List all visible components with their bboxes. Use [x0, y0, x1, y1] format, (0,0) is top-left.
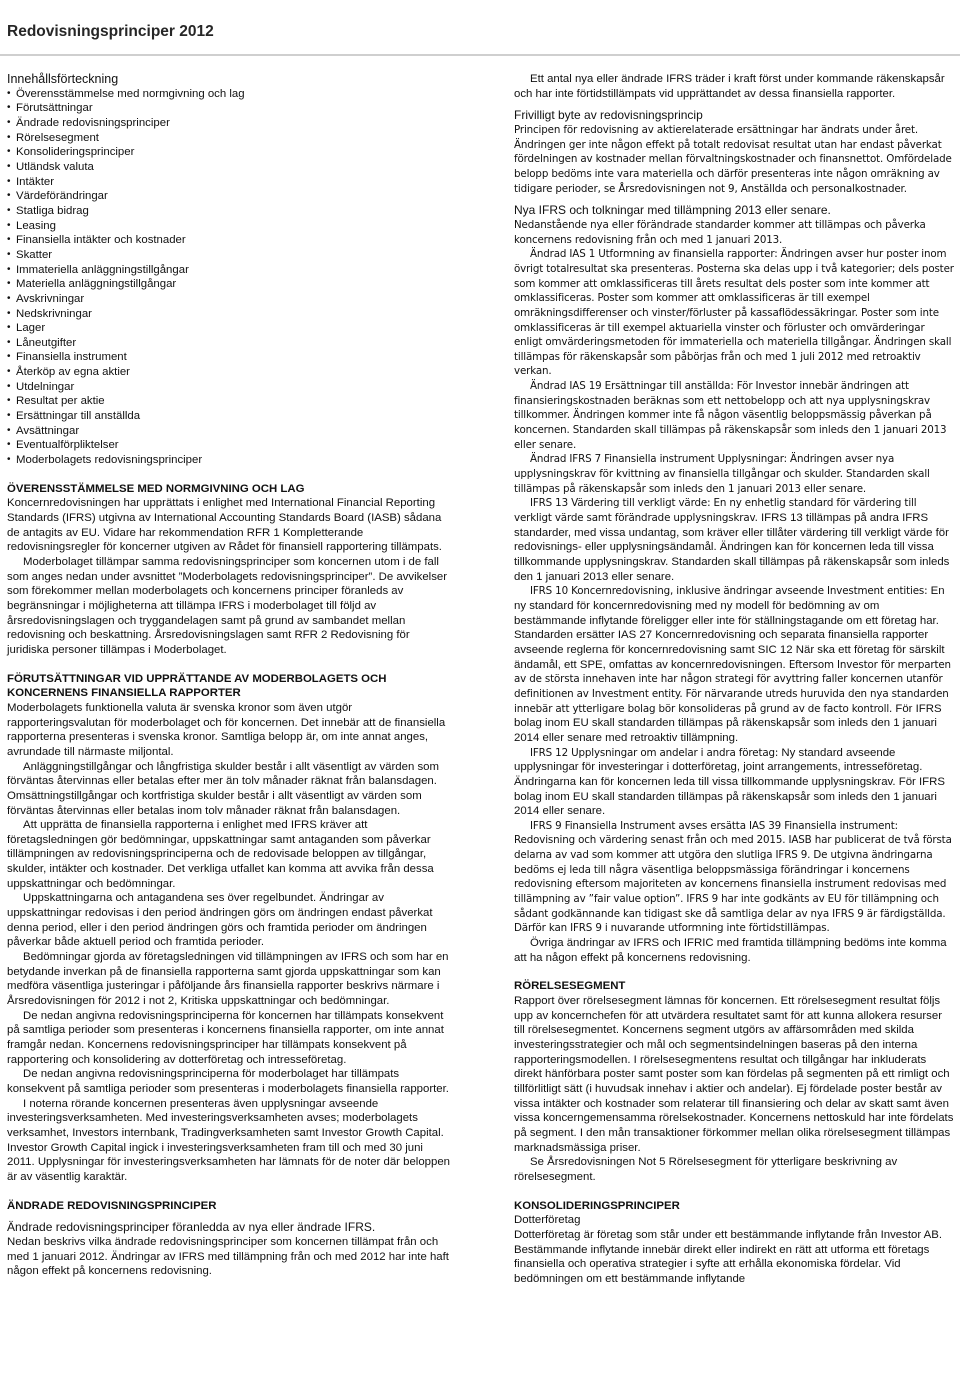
paragraph: De nedan angivna redovisningsprinciperna för moderbolaget har tillämpats konsekvent på samtliga perioder som presenteras i moderbolagets finansiella rapporter.: [7, 1068, 449, 1095]
paragraph: Principen för redovisning av aktierelaterade ersättningar har ändrats under året. Ändringen ger inte någon effekt på totalt redovisat resultat utan har endast påverkat fördelningen av kostnader mellan förvaltningskostnader och finansnettot. Omfördelade belopp bedöms inte vara materiella och därför presenteras inte någon omräkning av tidigare perioder, se Årsredovisningen not 9, Anställda och personalkostnader.: [514, 123, 952, 195]
table-of-contents: [7, 87, 453, 468]
text-span: IFRS 12 Upplysningar om andelar i andra företag:: [530, 746, 779, 759]
toc-item[interactable]: • Utdelningar: [7, 380, 453, 395]
toc-item[interactable]: • Materiella anläggningstillgångar: [7, 277, 453, 292]
text-span: Ny standard avseende upplysningar för investeringar i dotterföretag, joint arrangements, intresseföretag. Ändringarna kan för koncernen leda till vissa tillkommande upplysningskrav. För IFRS bolag inom EU skall standarden tillämpas på räkenskapsår som inleds den 1 januari 2014 eller senare.: [514, 746, 945, 818]
toc-item[interactable]: • Statliga bidrag: [7, 204, 453, 219]
paragraph: I noterna rörande koncernen presenteras även upplysningar avseende investeringsverksamheten. Med investeringsverksamheten avses; moderbolagets verksamhet, Investors internbank, Tradingverksamheten samt Investor Growth Capital. Investor Growth Capital ingick i investeringsverksamheten fram till och med 30 juni 2011. Upplysningar för investeringsverksamheten har lämnats för de noter där beloppen är av väsentlig karaktär.: [7, 1097, 451, 1183]
paragraph: Nedan beskrivs vilka ändrade redovisningsprinciper som koncernen tillämpat från och med 1 januari 2012. Ändringar av IFRS med tillämpning från och med 2012 har inte haft någon effekt på koncernens redovisning.: [7, 1235, 449, 1278]
paragraph: Ändrad IAS 19 Ersättningar till anställda: För Investor innebär ändringen att finansieringskostnaden beräknas som ett nettobelopp och att nya upplysningskrav tillkommer. Ändringen kommer inte få någon väsentlig beloppsmässig påverkan på koncernen. Standarden skall tillämpas på räkenskapsår som inleds den 1 januari 2013 eller senare.: [514, 380, 947, 451]
paragraph: Att upprätta de finansiella rapporterna i enlighet med IFRS kräver att företagsledningen gör bedömningar, uppskattningar samt antaganden som påverkar tillämpningen av redovisningsprinciperna och de redovisade beloppen av tillgångar, skulder, intäkter och kostnader. Det verkliga utfallet kan komma att avvika från dessa uppskattningar och bedömningar.: [7, 819, 434, 890]
section-heading-compliance: ÖVERENSSTÄMMELSE MED NORMGIVNING OCH LAG: [7, 482, 305, 495]
paragraph: [514, 496, 954, 584]
subheading-subsidiaries: Dotterföretag: [514, 1214, 581, 1227]
text-span: En ny standard för koncernredovisning med ny modell för bedömning av om bestämmande inflytande föreligger eller inte för ställningstagande om ett företag har. Standarden ersätter IAS 27 Koncernredovisning och separata finansiella rapporter avseende reglerna för koncernredovisning samt SIC 12 När ska ett företag för särskilt ändamål, ett SPE, omfattas av koncernredovisningen.: [514, 585, 945, 671]
paragraph: Övriga ändringar av IFRS och IFRIC med framtida tillämpning bedöms inte komma att ha någon effekt på koncernens redovisning.: [514, 937, 947, 964]
text-span: För IFRS bolag inom EU skall standarden tillämpas på räkenskapsår som inleds den 1 januari 2014 eller senare med retroaktiv tillämpning.: [514, 702, 942, 744]
toc-item[interactable]: • Intäkter: [7, 175, 453, 190]
toc-item[interactable]: • Leasing: [7, 219, 453, 234]
toc-item[interactable]: • Konsolideringsprinciper: [7, 145, 453, 160]
toc-item[interactable]: • Ändrade redovisningsprinciper: [7, 116, 453, 131]
toc-item[interactable]: • Låneutgifter: [7, 336, 453, 351]
right-column: [514, 72, 954, 1287]
paragraph: [514, 584, 954, 745]
paragraph: Ändrad IFRS 7 Finansiella instrument Upplysningar: Ändringen avser nya upplysningskrav för kvittning av finansiella tillgångar och skulder. Standarden skall tillämpas på räkenskapsår som inleds den 1 januari 2013 eller senare.: [514, 453, 930, 495]
toc-item[interactable]: • Finansiella instrument: [7, 350, 453, 365]
subheading-voluntary-change: Frivilligt byte av redovisningsprincip: [514, 108, 703, 123]
paragraph: Ändrade redovisningsprinciper föranledda av nya eller ändrade IFRS.: [7, 1220, 376, 1235]
text-span: IFRS 13 tillämpas på andra IFRS standarder, med vissa undantag, som kräver eller tillåter värdering till verkligt värde för redovisnings- eller upplysningsändamål. Ändringen kan för koncernen leda till vissa tillkommande upplysningskrav. Standarden skall tillämpas på räkenskapsår som inleds den 1 januari 2013 eller senare.: [514, 512, 950, 583]
subheading-new-ifrs: Nya IFRS och tolkningar med tillämpning 2013 eller senare.: [514, 203, 831, 218]
page-title: Redovisningsprinciper 2012: [7, 23, 214, 40]
paragraph: Uppskattningarna och antagandena ses över regelbundet. Ändringar av uppskattningar redovisas i den period ändringen görs om ändringen endast påverkat denna period, eller i den period ändringen görs och framtida perioder om ändringen påverkar både aktuell period och framtida perioder.: [7, 892, 433, 949]
toc-item[interactable]: • Immateriella anläggningstillgångar: [7, 263, 453, 278]
toc-item[interactable]: • Finansiella intäkter och kostnader: [7, 233, 453, 248]
toc-heading: Innehållsförteckning: [7, 72, 119, 86]
text-span: IFRS 13 Värdering till verkligt värde: En ny enhetlig standard för värdering till verkligt värde samt förändrade upplysningskrav.: [514, 497, 917, 525]
toc-item[interactable]: • Moderbolagets redovisningsprinciper: [7, 453, 453, 468]
paragraph: Dotterföretag är företag som står under ett bestämmande inflytande från Investor AB. Bestämmande inflytande innebär direkt eller indirekt en rätt att utforma ett företags finansiella och operativa strategier i syfte att erhålla ekonomiska fördelar. Vid bedömningen om ett bestämmande inflytande: [514, 1228, 943, 1285]
toc-item[interactable]: • Återköp av egna aktier: [7, 365, 453, 380]
paragraph: Ett antal nya eller ändrade IFRS träder i kraft först under kommande räkenskapsår och har inte förtidstillämpats vid upprättandet av dessa finansiella rapporter.: [514, 73, 945, 100]
header-bar: [0, 0, 960, 56]
toc-item[interactable]: • Nedskrivningar: [7, 307, 453, 322]
toc-item[interactable]: • Förutsättningar: [7, 101, 453, 116]
toc-item[interactable]: • Värdeförändringar: [7, 189, 453, 204]
paragraph: Moderbolagets funktionella valuta är svenska kronor som även utgör rapporteringsvalutan för moderbolaget och för koncernen. Det innebär att de finansiella rapporterna presenteras i svenska kronor. Samtliga belopp är, om inte annat anges, avrundade till närmaste miljontal.: [7, 701, 446, 758]
section-heading-consolidation: KONSOLIDERINGSPRINCIPER: [514, 1199, 680, 1212]
paragraph: Ändrad IAS 1 Utformning av finansiella rapporter: Ändringen avser hur poster inom övrigt totalresultat ska presenteras. Posterna ska delas upp i två kategorier; dels poster som kommer att omklassificeras till årets resultat dels poster som inte kommer att omklassificeras. Poster som kommer att omklassificeras är till exempel omräkningsdifferenser och vinster/förluster på kassaflödessäkringar. Poster som inte omklassificeras är till exempel aktuariella vinster och förluster och omvärderingar enligt omvärderingsmetoden för immateriella och materiella tillgångar. Ändringen skall tillämpas för räkenskapsår som påbörjas från och med 1 juli 2012 med retroaktiv verkan.: [514, 248, 954, 378]
section-heading-changed-principles: ÄNDRADE REDOVISNINGSPRINCIPER: [7, 1199, 217, 1212]
toc-item[interactable]: • Resultat per aktie: [7, 394, 453, 409]
paragraph: De nedan angivna redovisningsprinciperna för koncernen har tillämpats konsekvent på samtliga perioder som presenteras i koncernens finansiella rapporter, om inte annat framgår nedan. Koncernens redovisningsprinciper har tillämpats konsekvent på rapportering och konsolidering av dotterföretag och intresseföretag.: [7, 1009, 444, 1066]
paragraph: Koncernredovisningen har upprättats i enlighet med International Financial Reporting Standards (IFRS) utgivna av International Accounting Standards Board (IASB) sådana de antagits av EU. Vidare har rekommendation RFR 1 Kompletterande redovisningsregler för koncerner utgiven av Rådet för finansiell rapportering tillämpats.: [7, 497, 442, 554]
section-heading-segments: RÖRELSESEGMENT: [514, 980, 626, 993]
toc-item[interactable]: • Avsättningar: [7, 424, 453, 439]
left-column: [7, 72, 453, 1279]
text-span: IFRS 10 Koncernredovisning, inklusive ändringar avseende Investment entities:: [530, 585, 928, 598]
toc-item[interactable]: • Lager: [7, 321, 453, 336]
paragraph: Bedömningar gjorda av företagsledningen vid tillämpningen av IFRS och som har en betydande inverkan på de finansiella rapporterna samt gjorda uppskattningar som kan medföra väsentliga justeringar i påföljande års finansiella rapporter beskrivs närmare i Årsredovisningen för 2012 i not 2, Kritiska uppskattningar och bedömningar.: [7, 951, 449, 1008]
toc-item[interactable]: • Eventualförpliktelser: [7, 438, 453, 453]
paragraph: Rapport över rörelsesegment lämnas för koncernen. Ett rörelsesegment resultat följs upp av koncernchefen för att utvärdera resultatet samt för att kunna allokera resurser till rörelsesegmentet. Koncernens segment utgörs av affärsområden med skilda investeringsstrategier och mål och segmentsindelningen baseras på den interna rapporteringsmodellen. I rörelsesegmentens resultat och tillgångar har inkluderats direkt hänförbara poster samt poster som kan fördelas på segmenten på ett rimligt och tillförlitligt sätt (i huvudsak innehav i aktier och andelar). Ej fördelade poster består av vissa intäkter och kostnader som relaterar till finansiering och delar av skatt samt även vissa koncerngemensamma rörelsekostnader. Koncernens nettoskuld har inte fördelats på segment. I den mån transaktioner förkommer mellan olika rörelsesegment tillämpas marknadsmässiga priser.: [514, 995, 954, 1154]
toc-item[interactable]: • Rörelsesegment: [7, 131, 453, 146]
paragraph: IFRS 9 Finansiella Instrument avses ersätta IAS 39 Finansiella instrument: Redovisning och värdering senast från och med 2015. IASB har publicerat de två första delarna av vad som kommer att utgöra den slutliga IFRS 9. De utgivna ändringarna bedöms ej leda till några väsentliga beloppsmässiga förändringar i koncernens redovisning eftersom majoriteten av koncernens finansiella instrument redovisas med tillämpning av ”fair value option”. IFRS 9 har inte godkänts av EU för tillämpning och sådant godkännande kan tidigast ske då samtliga delar av nya IFRS 9 är färdigställda. Därför kan IFRS 9 i nuvarande utformning inte förtidstillämpas.: [514, 819, 952, 935]
paragraph: Anläggningstillgångar och långfristiga skulder består i allt väsentligt av värden som förväntas återvinnas eller betalas efter mer än tolv månader räknat från balansdagen. Omsättningstillgångar och kortfristiga skulder består i allt väsentligt av värden som förväntas återvinnas eller betalas inom tolv månader räknat från balansdagen.: [7, 760, 439, 817]
toc-item[interactable]: • Ersättningar till anställda: [7, 409, 453, 424]
toc-item[interactable]: • Utländsk valuta: [7, 160, 453, 175]
toc-item[interactable]: • Överensstämmelse med normgivning och lag: [7, 87, 453, 102]
paragraph: [514, 746, 954, 819]
section-heading-prerequisites: FÖRUTSÄTTNINGAR VID UPPRÄTTANDE AV MODERBOLAGETS OCH KONCERNENS FINANSIELLA RAPPORTER: [7, 672, 387, 700]
paragraph: Nedanstående nya eller förändrade standarder kommer att tillämpas och påverka koncernens redovisning från och med 1 januari 2013.: [514, 218, 926, 246]
paragraph: Moderbolaget tillämpar samma redovisningsprinciper som koncernen utom i de fall som anges nedan under avsnittet ”Moderbolagets redovisningsprinciper”. De avvikelser som förekommer mellan moderbolagets och koncernens principer föranleds av begränsningar i möjligheterna att tillämpa IFRS i moderbolaget till följd av årsredovisningslagen och tryggandelagen samt på grund av sambandet mellan redovisning och beskattning. Årsredovisningslagen samt RFR 2 Redovisning för juridiska personer tillämpas i Moderbolaget.: [7, 556, 448, 656]
toc-item[interactable]: • Avskrivningar: [7, 292, 453, 307]
paragraph: Se Årsredovisningen Not 5 Rörelsesegment för ytterligare beskrivning av rörelsesegment.: [514, 1156, 898, 1183]
text-span: Eftersom Investor för merparten av de största innehaven inte har någon strategi för avyttring faller koncernen utanför definitionen av Investment entity. För närvarande utreds huruvida den nya standarden innebär att ytterligare bolag bör konsolideras på grund av de facto kontroll.: [514, 658, 951, 715]
toc-item[interactable]: • Skatter: [7, 248, 453, 263]
